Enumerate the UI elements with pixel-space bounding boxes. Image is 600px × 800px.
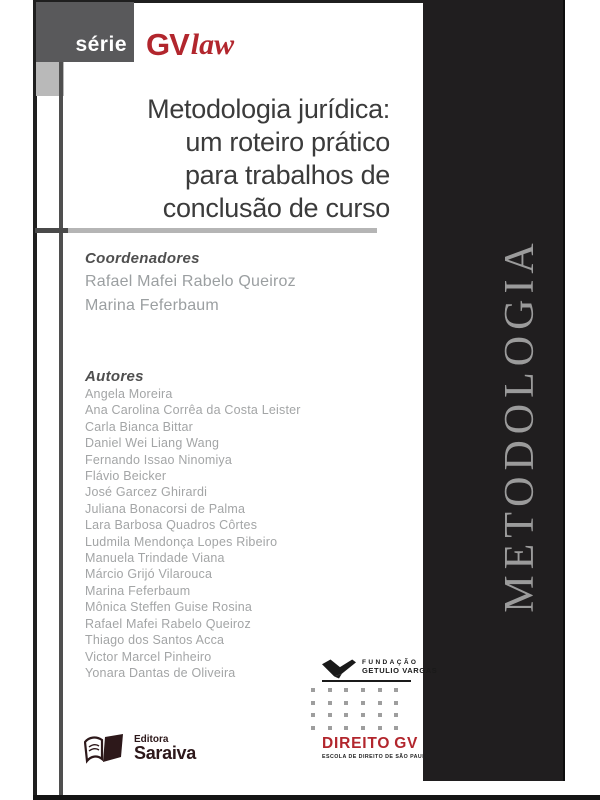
saraiva-logo [84, 734, 196, 771]
author-name: Flávio Beicker [85, 469, 167, 484]
title-divider [68, 228, 377, 233]
coordinators-list [85, 270, 296, 318]
author-name: Thiago dos Santos Acca [85, 633, 225, 648]
direitogv-label [322, 736, 418, 752]
author-name: Marina Feferbaum [85, 583, 191, 598]
author-name: Rafael Mafei Rabelo Queiroz [85, 616, 251, 631]
dots-pattern [311, 688, 398, 730]
title-divider-dark-segment [35, 228, 68, 233]
fgv-foundation-label [362, 659, 437, 675]
title-line: Metodologia jurídica: [147, 94, 390, 124]
left-border-line [33, 0, 37, 800]
bottom-border-line [33, 795, 600, 800]
open-book-icon [84, 734, 124, 771]
direitogv-subtitle: ESCOLA DE DIREITO DE SÃO PAULO [322, 754, 431, 760]
fgv-rule [322, 680, 411, 682]
gv-logo-text: GV [146, 27, 189, 62]
fgv-foundation-line2: GETULIO VARGAS [362, 666, 438, 675]
title-line: para trabalhos de [184, 160, 390, 190]
spine-title: METODOLOGIA [497, 237, 543, 613]
series-label: série [75, 33, 127, 56]
spine-band-edge [563, 0, 565, 781]
coordinator-name: Marina Feferbaum [85, 297, 219, 314]
authors-heading: Autores [85, 368, 144, 385]
gvlaw-logo [146, 26, 234, 60]
coordinator-name: Rafael Mafei Rabelo Queiroz [85, 273, 296, 290]
editora-label: Editora [134, 734, 169, 745]
author-name: José Garcez Ghirardi [85, 485, 208, 500]
author-name: Ana Carolina Corrêa da Costa Leister [85, 403, 301, 418]
direito-text: DIREITO [322, 735, 391, 752]
author-name: Juliana Bonacorsi de Palma [85, 501, 246, 516]
author-name: Mônica Steffen Guise Rosina [85, 600, 253, 615]
author-name: Daniel Wei Liang Wang [85, 436, 220, 451]
author-name: Yonara Dantas de Oliveira [85, 665, 236, 680]
series-tab [36, 2, 134, 62]
author-name: Angela Moreira [85, 387, 173, 401]
author-name: Ludmila Mendonça Lopes Ribeiro [85, 534, 278, 549]
author-name: Carla Bianca Bittar [85, 419, 194, 434]
author-name: Fernando Issao Ninomiya [85, 452, 233, 467]
author-name: Márcio Grijó Vilarouca [85, 567, 213, 582]
author-name: Manuela Trindade Viana [85, 551, 225, 566]
saraiva-label: Saraiva [134, 743, 196, 763]
law-logo-text: law [190, 28, 235, 61]
author-name: Victor Marcel Pinheiro [85, 649, 212, 664]
authors-list [85, 386, 301, 681]
direitogv-gv-text: GV [394, 735, 419, 752]
book-title [60, 93, 390, 225]
fgv-foundation-line1: FUNDAÇÃO [362, 659, 419, 666]
title-line: conclusão de curso [162, 193, 390, 223]
saraiva-wordmark [134, 734, 196, 771]
author-name: Lara Barbosa Quadros Côrtes [85, 518, 258, 533]
coordinators-heading: Coordenadores [85, 250, 200, 267]
title-line: um roteiro prático [185, 127, 390, 157]
